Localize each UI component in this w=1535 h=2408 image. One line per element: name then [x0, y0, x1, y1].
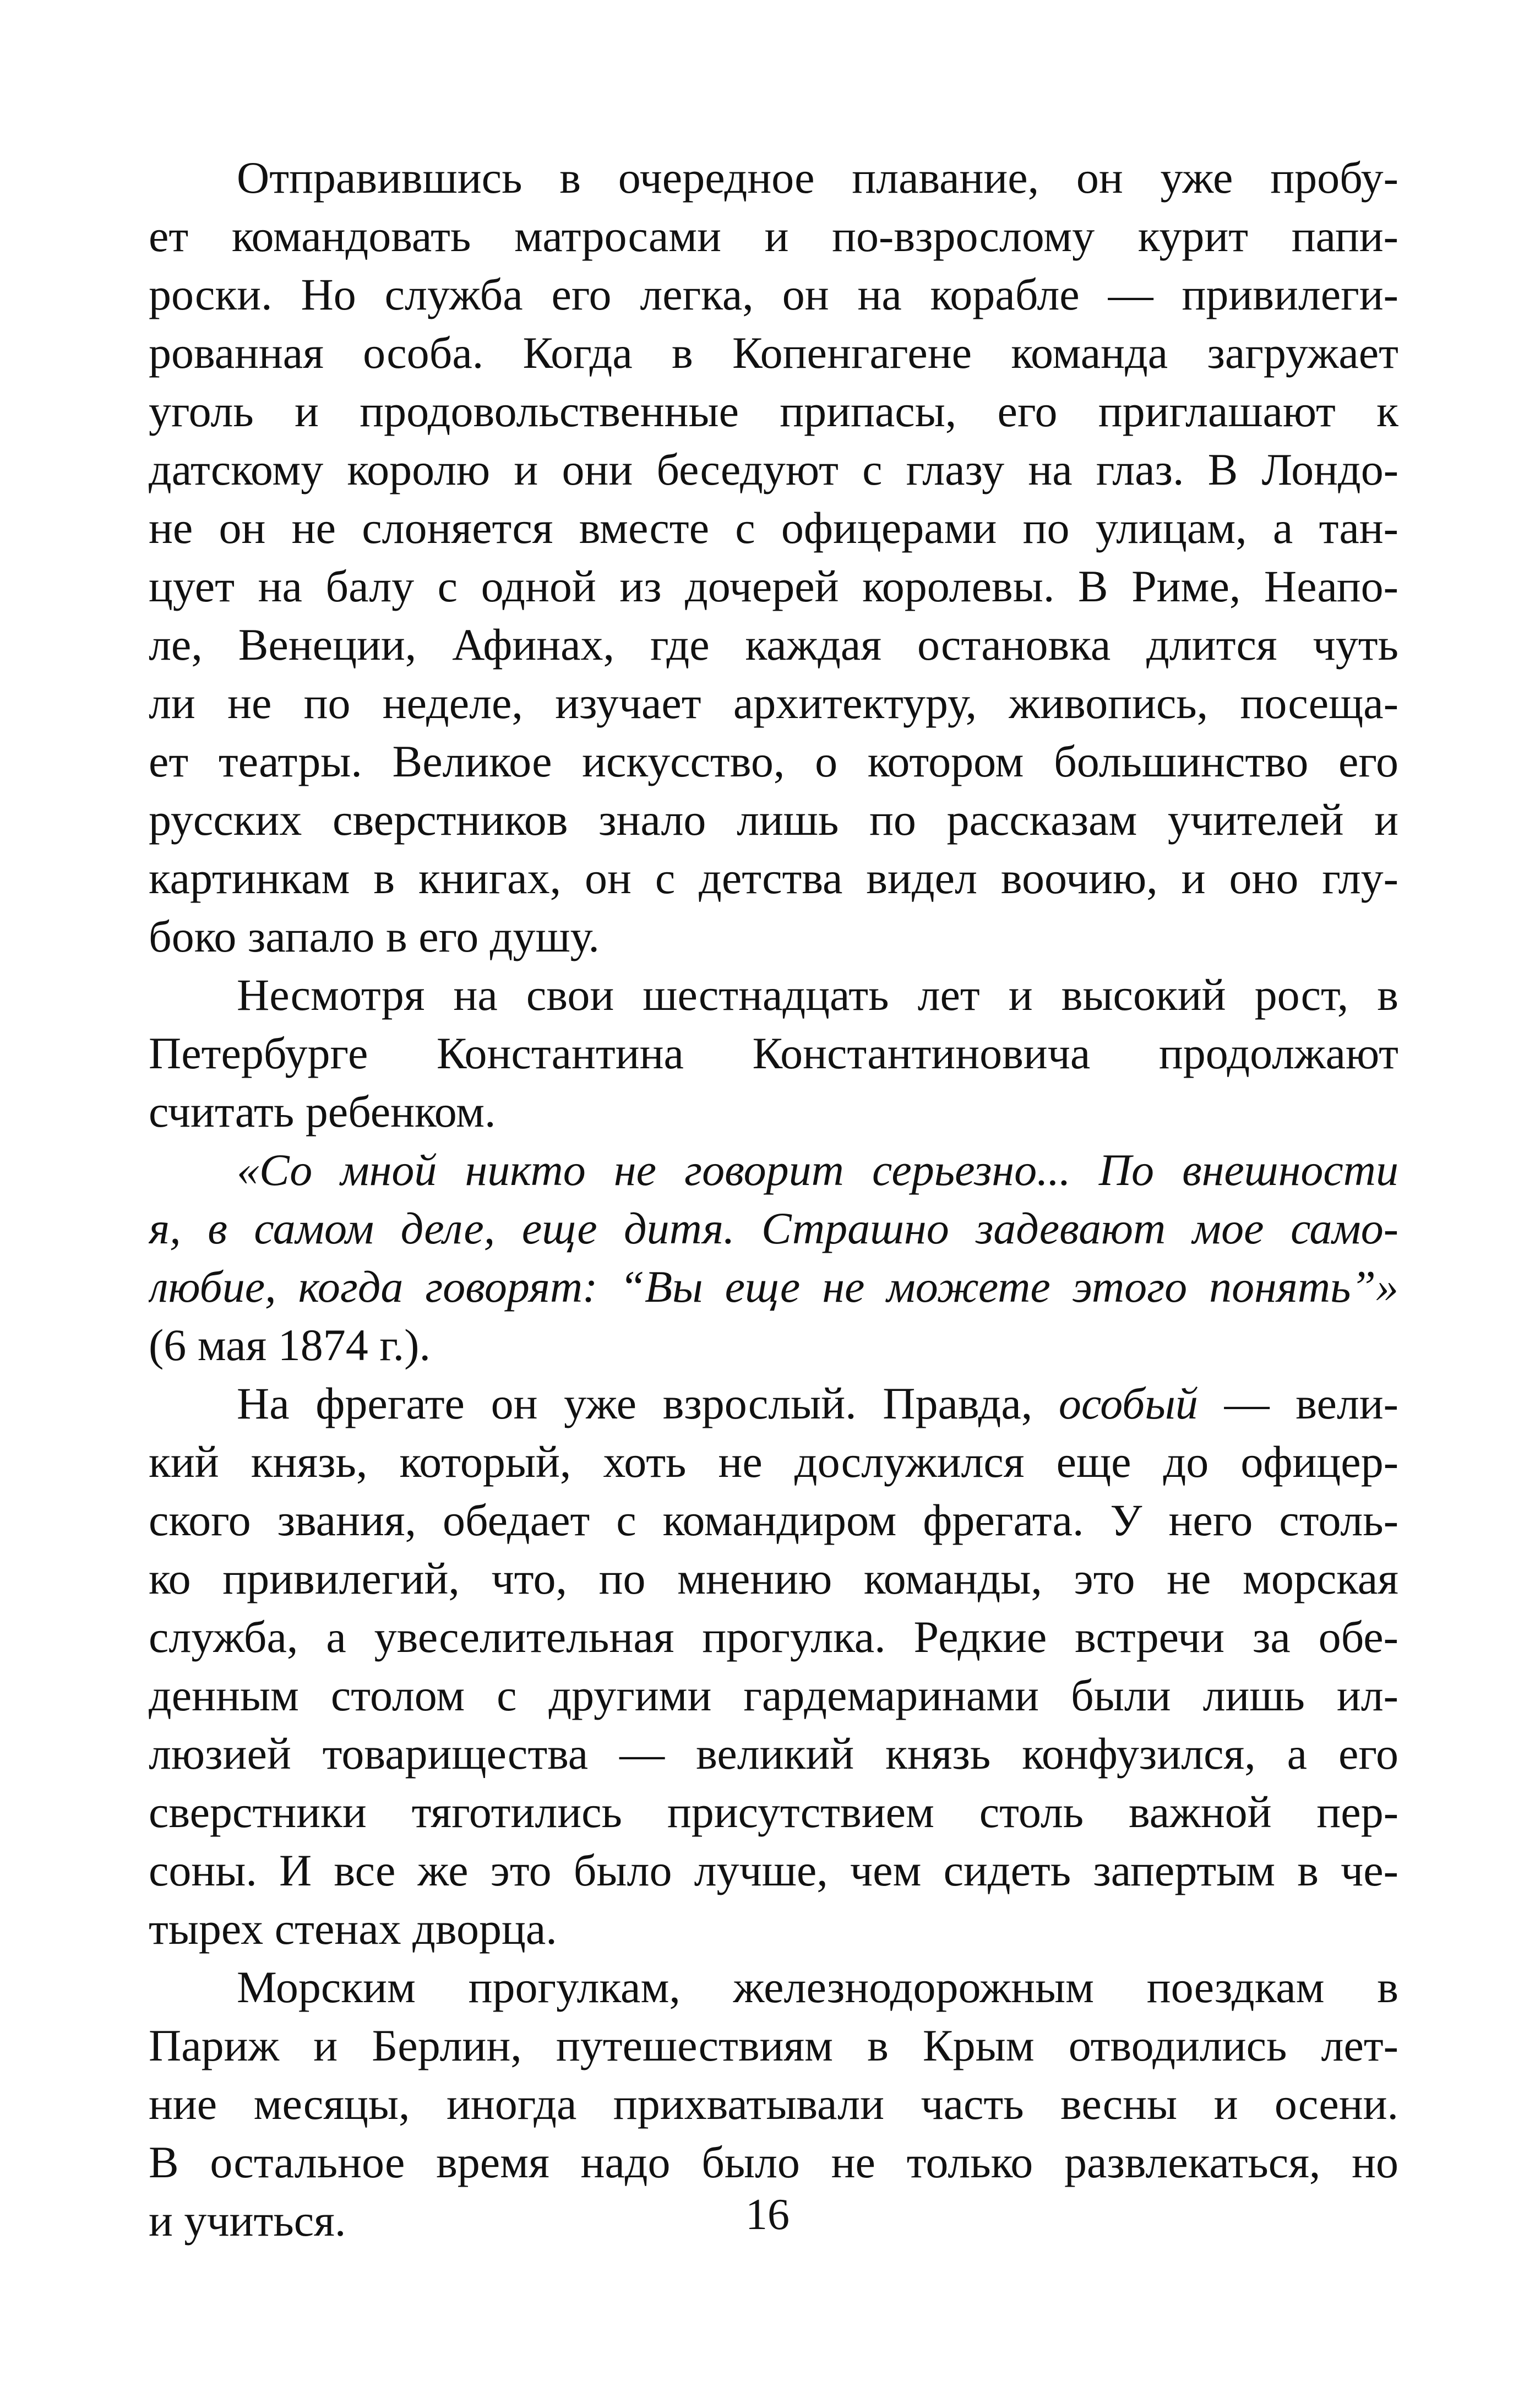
- text-line: люзией товарищества — великий князь конфузился, а его: [149, 1728, 1398, 1779]
- text-line: Париж и Берлин, путешествиям в Крым отводились лет-: [149, 2020, 1398, 2070]
- text-line: рованная особа. Когда в Копенгагене команда загружает: [149, 328, 1398, 378]
- text-line: В остальное время надо было не только развлекаться, но: [149, 2137, 1398, 2187]
- text-line: ет командовать матросами и по-взрослому курит папи-: [149, 211, 1398, 261]
- text-line: ли не по неделе, изучает архитектуру, живопись, посеща-: [149, 678, 1398, 728]
- text-line: русских сверстников знало лишь по рассказам учителей и: [149, 795, 1398, 845]
- text-line: Петербурге Константина Константиновича продолжают: [149, 1028, 1398, 1078]
- text-line: уголь и продовольственные припасы, его приглашают к: [149, 386, 1398, 436]
- text-line: Несмотря на свои шестнадцать лет и высокий рост, в: [237, 970, 1398, 1020]
- page-number: 16: [745, 2190, 790, 2239]
- text-line: ле, Венеции, Афинах, где каждая остановка длится чуть: [149, 619, 1398, 670]
- text-line: соны. И все же это было лучше, чем сидеть запертым в че-: [149, 1845, 1398, 1895]
- text-line: и учиться.: [149, 2195, 346, 2246]
- diary-quote: [149, 1141, 1398, 1374]
- text-line: боко запало в его душу.: [149, 911, 600, 961]
- quote-line: «Со мной никто не говорит серьезно... По внешности: [237, 1145, 1398, 1195]
- quote-line: любие, когда говорят: “Вы еще не можете этого понять”»: [149, 1262, 1398, 1312]
- text-line: датскому королю и они беседуют с глазу на глаз. В Лондо-: [149, 444, 1398, 494]
- text-line: считать ребенком.: [149, 1086, 496, 1137]
- text-line: тырех стенах дворца.: [149, 1904, 557, 1954]
- text-line: цует на балу с одной из дочерей королевы. В Риме, Неапо-: [149, 561, 1398, 611]
- text-line: ние месяцы, иногда прихватывали часть весны и осени.: [149, 2079, 1398, 2129]
- quote-date: (6 мая 1874 г.).: [149, 1320, 431, 1370]
- paragraph: [149, 1374, 1398, 1958]
- text-line: денным столом с другими гардемаринами были лишь ил-: [149, 1670, 1398, 1720]
- emphasized-word: особый: [1058, 1378, 1198, 1428]
- text-line: кий князь, который, хоть не дослужился еще до офицер-: [149, 1437, 1398, 1487]
- text-line: сверстники тяготились присутствием столь важной пер-: [149, 1787, 1398, 1837]
- quote-line: я, в самом деле, еще дитя. Страшно задевают мое само-: [149, 1203, 1398, 1253]
- text-line: На фрегате он уже взрослый. Правда, особый — вели-: [237, 1378, 1398, 1428]
- paragraph: [149, 149, 1398, 966]
- book-page-body: [149, 149, 1398, 2250]
- text-line: ет театры. Великое искусство, о котором большинство его: [149, 736, 1398, 786]
- text-line: Морским прогулкам, железнодорожным поездкам в: [237, 1962, 1398, 2012]
- text-line: ко привилегий, что, по мнению команды, это не морская: [149, 1553, 1398, 1603]
- text-line: ского звания, обедает с командиром фрегата. У него столь-: [149, 1495, 1398, 1545]
- text-line: не он не слоняется вместе с офицерами по улицам, а тан-: [149, 503, 1398, 553]
- paragraph: [149, 966, 1398, 1141]
- text-line: служба, а увеселительная прогулка. Редкие встречи за обе-: [149, 1612, 1398, 1662]
- text-line: Отправившись в очередное плавание, он уже пробу-: [237, 153, 1398, 203]
- text-line: роски. Но служба его легка, он на корабле — привилеги-: [149, 269, 1398, 319]
- text-line: картинкам в книгах, он с детства видел воочию, и оно глу-: [149, 853, 1398, 903]
